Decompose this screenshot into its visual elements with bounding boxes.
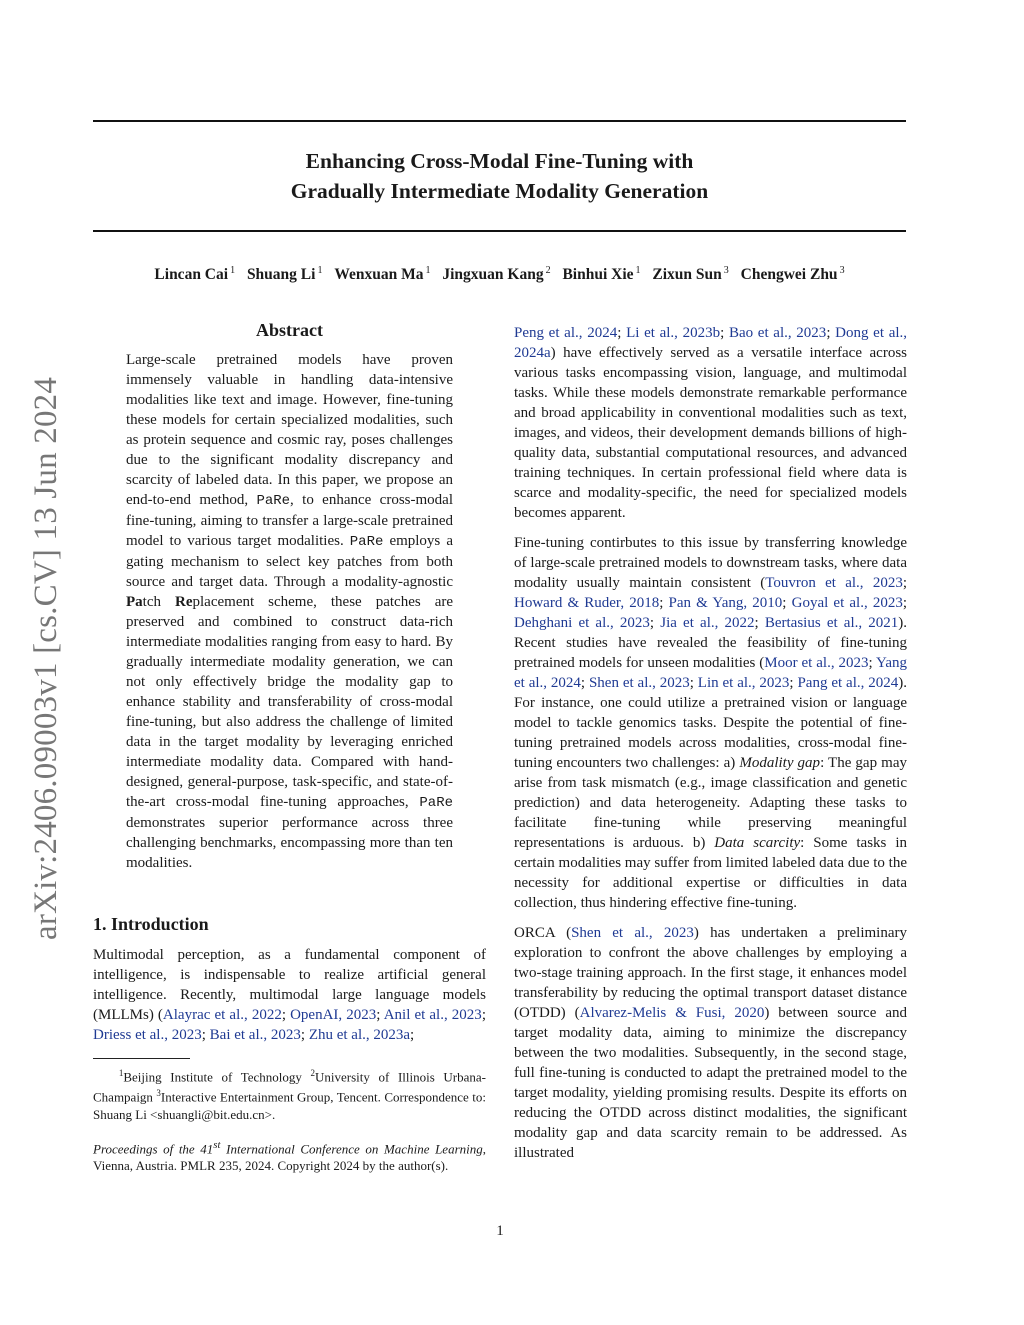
title-bottom-rule	[93, 230, 906, 232]
citation-link[interactable]: Zhu et al., 2023a	[308, 1027, 411, 1043]
footnote-rule	[93, 1058, 190, 1059]
author: Chengwei Zhu $^3$	[740, 265, 845, 283]
author: Lincan Cai $^1$	[154, 265, 236, 283]
body-paragraph: ORCA (Shen et al., 2023) has undertaken a preliminary exploration to confront the above challenges by employing a two-stage training approach. In the first stage, it enhances model transferability by reducing the optimal transport dataset distance (OTDD) (Alvarez-Melis & Fusi, 2020) between source and target modality data, aiming to minimize the discrepancy between the two modalities. Subsequently, in the second stage, full fine-tuning is conducted to adapt the pretrained model to the target modality, yielding promising results. Despite its efforts on reducing the OTDD across distinct modalities, the significant modality gap and data scarcity remain to be addressed. As illustrated	[514, 925, 908, 1161]
citation-link[interactable]: Alayrac et al., 2022	[162, 1007, 282, 1023]
citation-link[interactable]: Dong et al., 2024a	[514, 325, 908, 361]
citation-link[interactable]: Bao et al., 2023	[728, 325, 827, 341]
abstract-text: Large-scale pretrained models have proven immensely valuable in handling data-intensive modalities like text and image. However, fine-tuning these models for certain specialized modalities, such as protein sequence and cosmic ray, poses challenges due to the significant modality discrepancy and scarcity of labeled data. In this paper, we propose an end-to-end method, PaRe, to enhance cross-modal fine-tuning, aiming to transfer a large-scale pretrained model to various target modalities. PaRe employs a gating mechanism to select key patches from both source and target data. Through a modality-agnostic Patch Replacement scheme, these patches are preserved and combined to construct data-rich intermediate modalities ranging from easy to hard. By gradually intermediate modality generation, we can not only effectively bridge the modality gap to enhance stability and transferability of cross-modal fine-tuning, but also address the challenge of limited data in the target modality by leveraging enriched intermediate modality data. Compared with hand-designed, general-purpose, task-specific, and state-of-the-art cross-modal fine-tuning approaches, PaRe demonstrates superior performance across three challenging benchmarks, encompassing more than ten modalities.	[126, 352, 453, 871]
page-number: 1	[496, 1223, 504, 1239]
citation-link[interactable]: Pan & Yang, 2010	[668, 595, 783, 611]
citation-link[interactable]: Driess et al., 2023	[93, 1027, 202, 1043]
author: Zixun Sun $^3$	[652, 265, 729, 283]
proceedings-note: Proceedings of the 41st International Conference on Machine Learning, Vienna, Austria. PMLR 235, 2024. Copyright 2024 by the author(s).	[93, 1138, 486, 1173]
left-column	[93, 320, 486, 1174]
affiliation-footnote: $^1$Beijing Institute of Technology $^2$University of Illinois Urbana-Champaign $^3$Interactive Entertainment Group, Tencent. Correspondence to: Shuang Li <shuangli@bit.edu.cn>.	[93, 1068, 486, 1122]
intro-paragraph: Multimodal perception, as a fundamental component of intelligence, is indispensable to realize artificial general intelligence. Recently, multimodal large language models (MLLMs) (Alayrac et al., 2022; OpenAI, 2023; Anil et al., 2023; Driess et al., 2023; Bai et al., 2023; Zhu et al., 2023a;	[93, 947, 486, 1043]
section-heading-introduction: 1. Introduction	[93, 914, 209, 934]
author: Wenxuan Ma $^1$	[334, 265, 431, 283]
paper-title	[93, 146, 906, 206]
citation-link[interactable]: Lin et al., 2023	[697, 675, 790, 691]
citation-link[interactable]: Shen et al., 2023	[571, 925, 694, 941]
citation-link[interactable]: OpenAI, 2023	[290, 1007, 377, 1023]
citation-link[interactable]: Goyal et al., 2023	[791, 595, 903, 611]
body-paragraph: Fine-tuning contirbutes to this issue by transferring knowledge of large-scale pretrained models to downstream tasks, where data modality usually maintain consistent (Touvron et al., 2023; Howard & Ruder, 2018; Pan & Yang, 2010; Goyal et al., 2023; Dehghani et al., 2023; Jia et al., 2022; Bertasius et al., 2021). Recent studies have revealed the feasibility of fine-tuning pretrained models for unseen modalities (Moor et al., 2023; Yang et al., 2024; Shen et al., 2023; Lin et al., 2023; Pang et al., 2024). For instance, one could utilize a pretrained vision or language model to tackle genomics tasks. Despite the potential of fine-tuning pretrained models across modalities, cross-modal fine-tuning encounters two challenges: a) Modality gap: The gap may arise from task mismatch (e.g., image classification and genetic prediction) and data heterogeneity. Adapting these tasks to facilitate fine-tuning while preserving meaningful representations is arduous. b) Data scarcity: Some tasks in certain modalities may suffer from limited labeled data due to the necessity for additional expertise or difficulties in data collection, thus hindering effective fine-tuning.	[514, 535, 908, 911]
author: Shuang Li $^1$	[246, 265, 323, 283]
citation-link[interactable]: Touvron et al., 2023	[765, 575, 903, 591]
citation-link[interactable]: Yang et al., 2024	[514, 655, 907, 691]
citation-link[interactable]: Li et al., 2023b	[626, 325, 721, 341]
citation-link[interactable]: Anil et al., 2023	[383, 1007, 482, 1023]
method-name: PaRe	[256, 493, 291, 509]
arxiv-stamp: arXiv:2406.09003v1 [cs.CV] 13 Jun 2024	[28, 376, 64, 940]
author-list	[93, 265, 906, 284]
citation-link[interactable]: Bai et al., 2023	[209, 1027, 301, 1043]
citation-link[interactable]: Shen et al., 2023	[588, 675, 690, 691]
author: Binhui Xie $^1$	[562, 265, 641, 283]
citation-link[interactable]: Alvarez-Melis & Fusi, 2020	[579, 1005, 765, 1021]
citation-link[interactable]: Moor et al., 2023	[764, 655, 869, 671]
method-name: PaRe	[349, 534, 384, 550]
author: Jingxuan Kang $^2$	[442, 265, 551, 283]
citation-link[interactable]: Peng et al., 2024	[514, 325, 618, 341]
right-column	[514, 323, 907, 1163]
citation-link[interactable]: Bertasius et al., 2021	[764, 615, 899, 631]
citation-link[interactable]: Pang et al., 2024	[797, 675, 899, 691]
abstract-heading: Abstract	[256, 320, 323, 340]
method-name: PaRe	[419, 795, 453, 811]
citation-link[interactable]: Howard & Ruder, 2018	[514, 595, 660, 611]
title-line-1: Enhancing Cross-Modal Fine-Tuning with	[305, 149, 694, 173]
citation-link[interactable]: Dehghani et al., 2023	[514, 615, 650, 631]
title-top-rule	[93, 120, 906, 122]
title-line-2: Gradually Intermediate Modality Generation	[290, 179, 709, 203]
citation-link[interactable]: Jia et al., 2022	[660, 615, 755, 631]
body-paragraph: Peng et al., 2024; Li et al., 2023b; Bao et al., 2023; Dong et al., 2024a) have effectively served as a versatile interface across various tasks encompassing vision, language, and multimodal tasks. While these models demonstrate remarkable performance and broad applicability in conventional modalities such as text, images, and videos, their development demands billions of high-quality data, substantial computational resources, and advanced training techniques. In certain professional field where data is scarce and modality-specific, the need for specialized models becomes apparent.	[514, 325, 908, 521]
